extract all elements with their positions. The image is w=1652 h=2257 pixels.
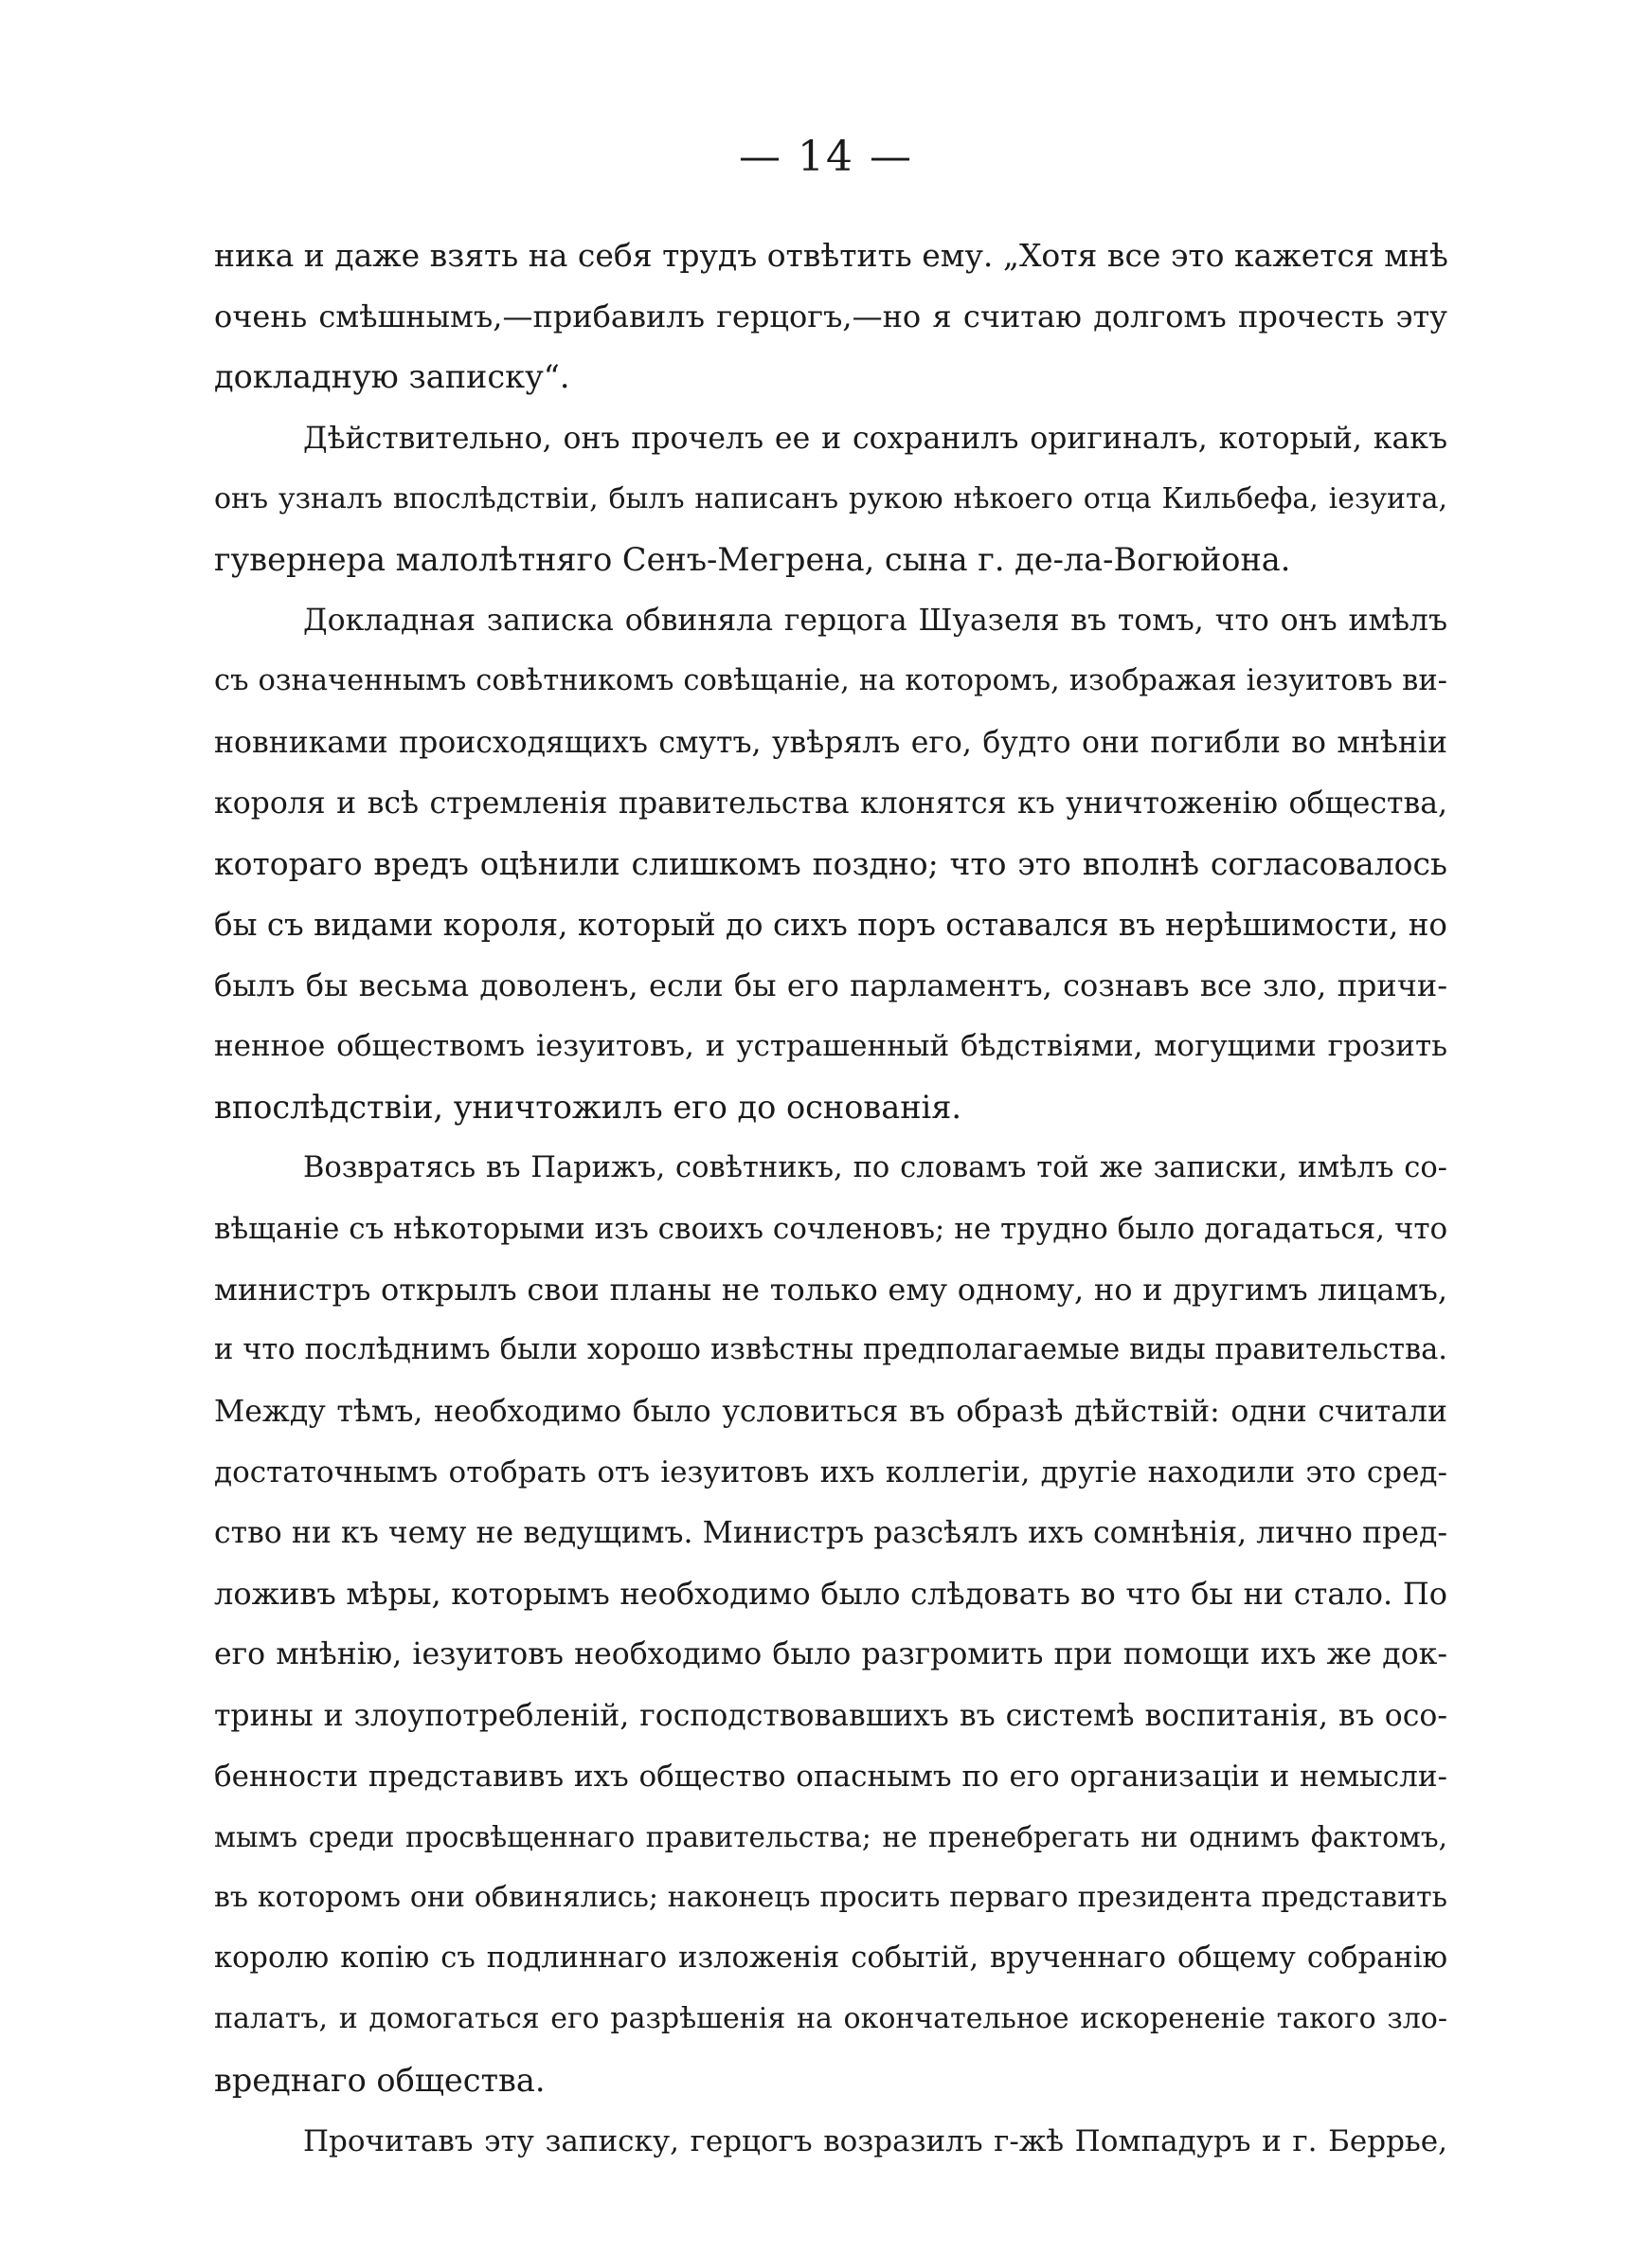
- text-line: ство ни къ чему не ведущимъ. Министръ разсѣялъ ихъ сомнѣнія, лично пред-: [214, 1515, 1447, 1550]
- paragraph: [214, 1138, 1447, 2111]
- text-line: Прочитавъ эту записку, герцогъ возразилъ г-жѣ Помпадуръ и г. Беррье,: [303, 2123, 1447, 2158]
- text-line: ложивъ мѣры, которымъ необходимо было слѣдовать во что бы ни стало. По: [214, 1576, 1447, 1613]
- text-line: былъ бы весьма доволенъ, если бы его парламентъ, сознавъ все зло, причи-: [214, 967, 1447, 1004]
- text-line: въ которомъ они обвинялись; наконецъ просить перваго президента представить: [214, 1881, 1447, 1915]
- text-line: новниками происходящихъ смутъ, увѣрялъ его, будто они погибли во мнѣніи: [214, 725, 1447, 760]
- paragraph: [214, 226, 1447, 408]
- text-line: вреднаго общества.: [214, 2061, 546, 2099]
- text-line: очень смѣшнымъ,—прибавилъ герцогъ,—но я считаю долгомъ прочесть эту: [214, 298, 1447, 335]
- paragraph: [214, 590, 1447, 1138]
- text-line: Возвратясь въ Парижъ, совѣтникъ, по словамъ той же записки, имѣлъ со-: [303, 1150, 1447, 1184]
- page-body: [214, 226, 1447, 2172]
- text-line: онъ узналъ впослѣдствіи, былъ написанъ рукою нѣкоего отца Кильбефа, іезуита,: [214, 481, 1447, 515]
- text-line: впослѣдствіи, уничтожилъ его до основанія.: [214, 1088, 962, 1126]
- text-line: мымъ среди просвѣщеннаго правительства; не пренебрегать ни однимъ фактомъ,: [214, 1820, 1447, 1853]
- text-line: его мнѣнію, іезуитовъ необходимо было разгромить при помощи ихъ же док-: [214, 1637, 1447, 1672]
- paragraph: [214, 2111, 1447, 2172]
- text-line: бенности представивъ ихъ общество опаснымъ по его организаціи и немысли-: [214, 1759, 1447, 1794]
- text-line: короля и всѣ стремленія правительства клонятся къ уничтоженію общества,: [214, 785, 1447, 821]
- text-line: бы съ видами короля, который до сихъ поръ оставался въ нерѣшимости, но: [214, 907, 1447, 944]
- text-line: ненное обществомъ іезуитовъ, и устрашенный бѣдствіями, могущими грозить: [214, 1029, 1447, 1064]
- text-line: докладную записку“.: [214, 358, 570, 396]
- text-line: министръ открылъ свои планы не только ему одному, но и другимъ лицамъ,: [214, 1272, 1447, 1309]
- text-line: Докладная записка обвиняла герцога Шуазеля въ томъ, что онъ имѣлъ: [303, 604, 1447, 639]
- text-line: и что послѣднимъ были хорошо извѣстны предполагаемые виды правительства.: [214, 1333, 1447, 1367]
- text-line: трины и злоупотребленій, господствовавшихъ въ системѣ воспитанія, въ осо-: [214, 1698, 1447, 1733]
- page-number: — 14 —: [739, 133, 913, 181]
- text-line: гувернера малолѣтняго Сенъ-Мегрена, сына г. де-ла-Вогюйона.: [214, 540, 1291, 578]
- text-line: королю копію съ подлиннаго изложенія событій, врученнаго общему собранію: [214, 1941, 1447, 1976]
- text-line: вѣщаніе съ нѣкоторыми изъ своихъ сочленовъ; не трудно было догадаться, что: [214, 1212, 1448, 1246]
- paragraph: [214, 408, 1447, 591]
- text-line: достаточнымъ отобрать отъ іезуитовъ ихъ коллегіи, другіе находили это сред-: [214, 1454, 1447, 1490]
- text-line: съ означеннымъ совѣтникомъ совѣщаніе, на которомъ, изображая іезуитовъ ви-: [214, 664, 1447, 698]
- text-line: ника и даже взять на себя трудъ отвѣтить ему. „Хотя все это кажется мнѣ: [214, 237, 1448, 274]
- text-line: Между тѣмъ, необходимо было условиться въ образѣ дѣйствій: одни считали: [214, 1394, 1447, 1429]
- text-line: палатъ, и домогаться его разрѣшенія на окончательное искорененіе такого зло-: [214, 2002, 1447, 2036]
- text-line: котораго вредъ оцѣнили слишкомъ поздно; что это вполнѣ согласовалось: [214, 844, 1447, 882]
- text-line: Дѣйствительно, онъ прочелъ ее и сохранилъ оригиналъ, который, какъ: [303, 421, 1447, 456]
